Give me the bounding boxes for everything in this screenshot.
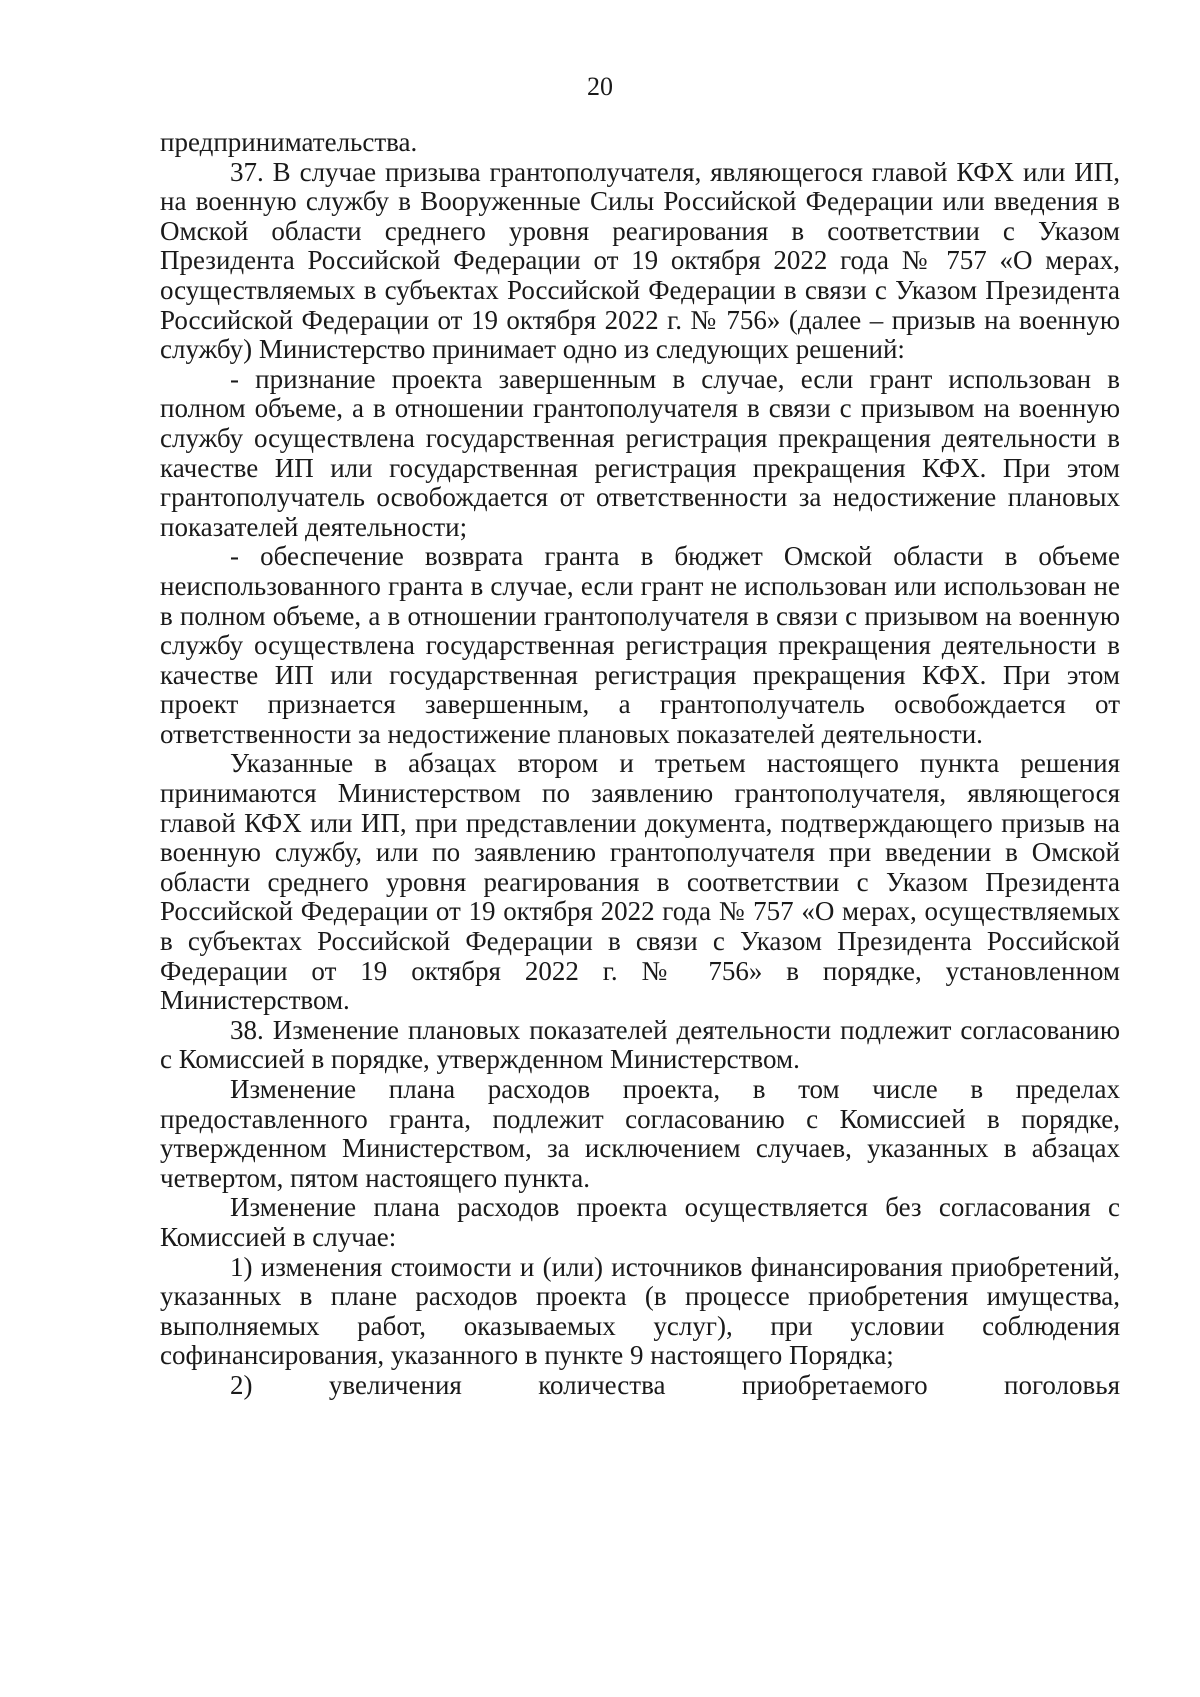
paragraph-expense-plan-change: Изменение плана расходов проекта, в том числе в пределах предоставленного гранта, подлежит согласованию с Комиссией в порядке, утвержденном Министерством, за исключением случаев, указанных в абзацах четвертом, пятом настоящего пункта. [160,1074,1120,1193]
paragraph-decision-return: - обеспечение возврата гранта в бюджет Омской области в объеме неиспользованного гранта в случае, если грант не использован или использован не в полном объеме, а в отношении грантополучателя в связи с призывом на военную службу осуществлена государственная регистрация прекращения деятельности в качестве ИП или государственная регистрация прекращения КФХ. При этом проект признается завершенным, а грантополучатель освобождается от ответственности за недостижение плановых показателей деятельности. [160,541,1120,749]
paragraph-case-1: 1) изменения стоимости и (или) источников финансирования приобретений, указанных в плане расходов проекта (в процессе приобретения имущества, выполняемых работ, оказываемых услуг), при условии соблюдения софинансирования, указанного в пункте 9 настоящего Порядка; [160,1251,1120,1371]
paragraph-continuation: предпринимательства. [160,127,418,157]
paragraph-item-38: 38. Изменение плановых показателей деятельности подлежит согласованию с Комиссией в порядке, утвержденном Министерством. [160,1014,1120,1075]
document-body [160,128,1120,1401]
paragraph-no-approval-cases: Изменение плана расходов проекта осуществляется без согласования с Комиссией в случае: [160,1192,1120,1252]
paragraph-item-37: 37. В случае призыва грантополучателя, являющегося главой КФХ или ИП, на военную службу в Вооруженные Силы Российской Федерации или введения в Омской области среднего уровня реагирования в соответствии с Указом Президента Российской Федерации от 19 октября 2022 года № 757 «О мерах, осуществляемых в субъектах Российской Федерации в связи с Указом Президента Российской Федерации от 19 октября 2022 г. № 756» (далее – призыв на военную службу) Министерство принимает одно из следующих решений: [160,156,1120,365]
page-number: 20 [587,72,613,101]
paragraph-case-2: 2) увеличения количества приобретаемого поголовья [230,1369,1120,1400]
paragraph-decision-completed: - признание проекта завершенным в случае, если грант использован в полном объеме, а в отношении грантополучателя в связи с призывом на военную службу осуществлена государственная регистрация прекращения деятельности в качестве ИП или государственная регистрация прекращения КФХ. При этом грантополучатель освобождается от ответственности за недостижение плановых показателей деятельности; [160,363,1120,542]
paragraph-decisions-basis: Указанные в абзацах втором и третьем настоящего пункта решения принимаются Министерством по заявлению грантополучателя, являющегося главой КФХ или ИП, при представлении документа, подтверждающего призыв на военную службу, или по заявлению грантополучателя при введении в Омской области среднего уровня реагирования в соответствии с Указом Президента Российской Федерации от 19 октября 2022 года № 757 «О мерах, осуществляемых в субъектах Российской Федерации в связи с Указом Президента Российской Федерации от 19 октября 2022 г. № 756» в порядке, установленном Министерством. [160,748,1120,1016]
